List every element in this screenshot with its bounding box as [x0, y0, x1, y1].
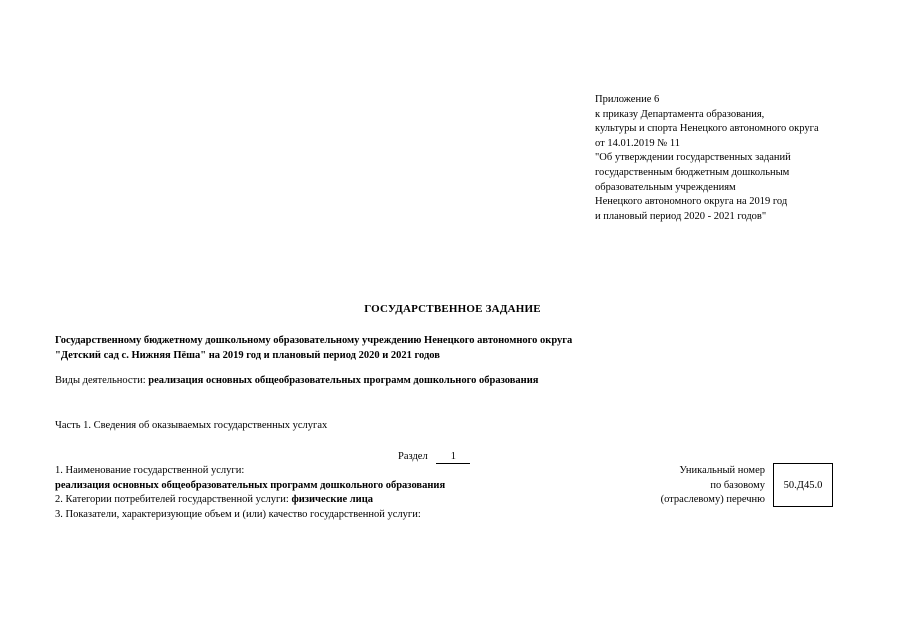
service-category-value: физические лица	[291, 494, 374, 505]
document-title: ГОСУДАРСТВЕННОЕ ЗАДАНИЕ	[364, 303, 541, 315]
unique-number-code-box	[773, 463, 833, 507]
service-category-label: 2. Категории потребителей государственной услуги:	[55, 494, 289, 505]
recipient-line-2: "Детский сад с. Нижняя Пёша" на 2019 год и плановый период 2020 и 2021 годов	[55, 349, 440, 361]
appendix-line: к приказу Департамента образования,	[595, 108, 765, 120]
unique-number-line-1: Уникальный номер	[679, 465, 765, 476]
section-number: 1	[436, 451, 470, 464]
service-name-label: 1. Наименование государственной услуги:	[55, 465, 245, 476]
part-heading: Часть 1. Сведения об оказываемых государственных услугах	[55, 420, 328, 431]
appendix-line: "Об утверждении государственных заданий	[595, 152, 791, 164]
service-category	[55, 493, 445, 508]
appendix-line: культуры и спорта Ненецкого автономного округа	[595, 123, 819, 135]
recipient-line-1: Государственному бюджетному дошкольному образовательному учреждению Ненецкого автономного округа	[55, 335, 573, 346]
service-name-value: реализация основных общеобразовательных программ дошкольного образования	[55, 479, 446, 491]
service-indicators-label: 3. Показатели, характеризующие объем и (или) качество государственной услуги:	[55, 508, 421, 520]
unique-number-line-2: по базовому	[710, 479, 765, 491]
appendix-line: от 14.01.2019 № 11	[595, 137, 680, 149]
appendix-line: и плановый период 2020 - 2021 годов"	[595, 210, 767, 222]
service-info	[55, 464, 445, 522]
section-label: Раздел	[398, 451, 428, 462]
appendix-line: Приложение 6	[595, 94, 660, 105]
appendix-line: образовательным учреждениям	[595, 181, 736, 193]
appendix-line: Ненецкого автономного округа на 2019 год	[595, 196, 788, 208]
section-line	[398, 451, 470, 464]
unique-number-label	[620, 464, 765, 508]
recipient-block	[55, 334, 572, 363]
appendix-block	[595, 93, 819, 224]
activities-value: реализация основных общеобразовательных программ дошкольного образования	[148, 375, 539, 386]
unique-number-line-3: (отраслевому) перечню	[660, 494, 765, 505]
appendix-line: государственным бюджетным дошкольным	[595, 166, 790, 178]
activities-line	[55, 375, 538, 386]
unique-number-code: 50.Д45.0	[783, 479, 823, 491]
activities-label: Виды деятельности:	[55, 375, 146, 386]
